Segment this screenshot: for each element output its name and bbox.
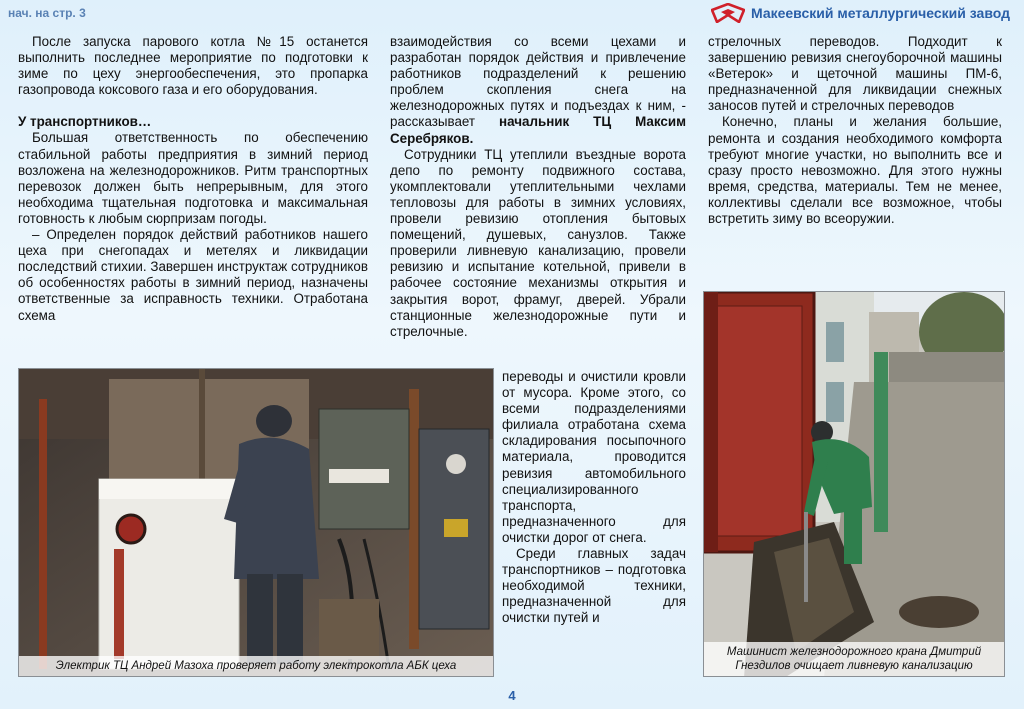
paragraph: Среди главных задач транспортников – подготовка необходимой техники, предназначенной для очистки путей и: [502, 546, 686, 626]
paragraph: Конечно, планы и желания большие, ремонта и создания необходимого комфорта требуют многие участки, но выполнить все и сразу просто невозможно. Для этого нужны время, средства, материалы. Тем не менее, коллективы сделали все возможное, чтобы встретить зиму во всеоружии.: [708, 114, 1002, 227]
article-column-1: [18, 34, 368, 324]
paragraph: [390, 34, 686, 147]
company-logo: [711, 3, 1010, 23]
photo-crane-operator-image: [704, 292, 1005, 677]
article-column-2-continued: [502, 369, 686, 627]
paragraph: Сотрудники ТЦ утеплили въездные ворота депо по ремонту подвижного состава, укомплектовали утеплительными чехлами тепловозы для работы в зимних условиях, провели ревизию отопления бытовых помещений, душевых, санузлов. Также проверили ливневую канализацию, провели ревизию и испытание котельной, привели в рабочее состояние механизмы открытия и закрытия ворот, фрамуг, дверей. Убрали станционные железнодорожные пути и стрелочные.: [390, 146, 686, 339]
paragraph: стрелочных переводов. Подходит к завершению ревизия снегоуборочной машины «Ветерок» и щеточной машины ПМ-6, предназначенной для ликвидации снежных заносов путей и стрелочных переводов: [708, 34, 1002, 114]
photo-crane-operator: [703, 291, 1005, 677]
speaker-name: начальник ТЦ Максим Серебряков.: [390, 114, 686, 146]
paragraph: – Определен порядок действий работников нашего цеха при снегопадах и метелях и ликвидации последствий стихии. Завершен инструктаж сотрудников об особенностях работы в зимний период, назначены ответственные за исправность техники. Отработана схема: [18, 227, 368, 323]
section-heading: У транспортников…: [18, 114, 152, 130]
paragraph: переводы и очистили кровли от мусора. Кроме этого, со всеми подразделениями филиала отработана схема складирования посыпочного материала, проводится ревизия автомобильного специализированного транспорта, предназначенного для очистки дорог от снега.: [502, 369, 686, 545]
photo-electrician-image: [19, 369, 494, 677]
company-emblem-icon: [711, 3, 745, 23]
article-column-2: [390, 34, 686, 340]
continued-from-label: нач. на стр. 3: [8, 6, 86, 20]
company-name: Макеевский металлургический завод: [750, 5, 1010, 21]
article-column-3: [708, 34, 1002, 227]
paragraph-text: взаимодействия со всеми цехами и разработан порядок действия и привлечение работников подразделений к решению проблем скопления снега на железнодорожных путях и подъездах к ним, - рассказывает: [390, 34, 686, 130]
page-number: 4: [508, 688, 516, 703]
paragraph: После запуска парового котла №15 останется выполнить последнее мероприятие по подготовки к зиме по цеху энергообеспечения, это пропарка газопровода коксового газа и его оборудования.: [18, 34, 368, 98]
photo-caption: Электрик ТЦ Андрей Мазоха проверяет работу электрокотла АБК цеха: [19, 656, 493, 676]
photo-electrician: [18, 368, 494, 677]
photo-caption: Машинист железнодорожного крана Дмитрий Гнездилов очищает ливневую канализацию: [704, 642, 1004, 676]
paragraph: Большая ответственность по обеспечению стабильной работы предприятия в зимний период возложена на железнодорожников. Ритм транспортных перевозок должен быть непрерывным, для этого необходима тщательная подготовка и максимальная готовность к любым сюрпризам погоды.: [18, 130, 368, 226]
